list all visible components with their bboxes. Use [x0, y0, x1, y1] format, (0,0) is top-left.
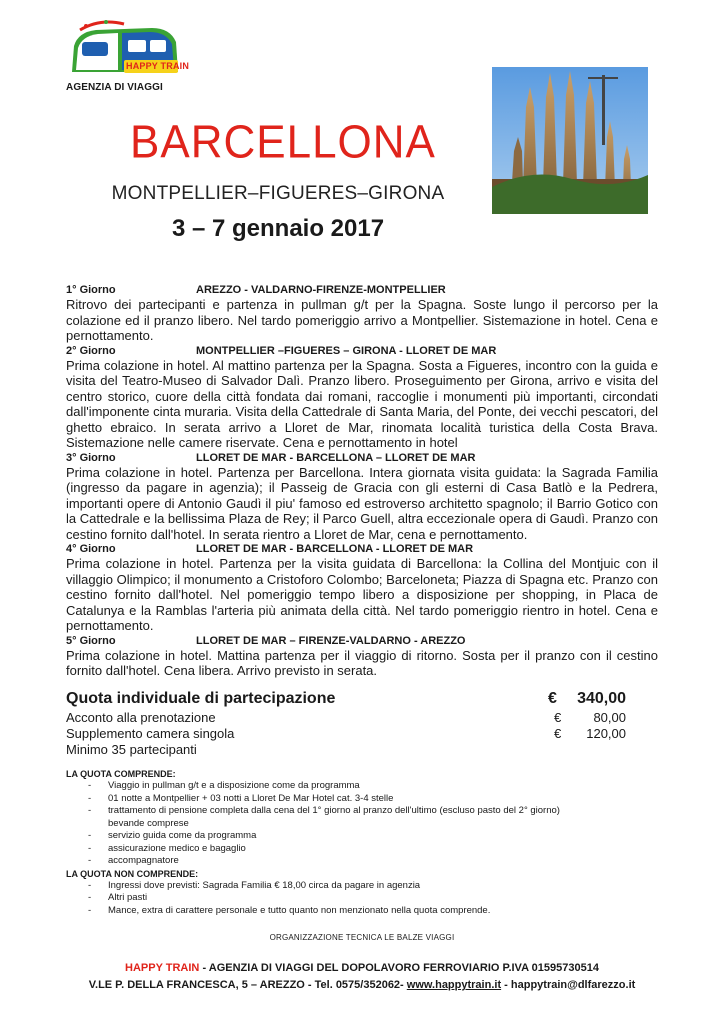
excludes-title: LA QUOTA NON COMPRENDE: — [66, 868, 199, 879]
agency-label: AGENZIA DI VIAGGI — [66, 82, 163, 93]
day-section — [66, 542, 658, 634]
price-amount: 340,00 — [577, 690, 626, 707]
price-row — [66, 726, 626, 742]
price-amount: 120,00 — [586, 726, 626, 741]
currency-symbol: € — [548, 690, 557, 707]
day-header — [66, 344, 658, 358]
list-item: - Ingressi dove previsti: Sagrada Familia € 18,00 circa da pagare in agenzia — [66, 880, 658, 893]
price-label: Supplemento camera singola — [66, 726, 235, 741]
list-item: - accompagnatore — [66, 855, 658, 868]
footer-email: - happytrain@dlfarezzo.it — [501, 979, 636, 991]
inclusions-section — [66, 768, 658, 917]
day-section — [66, 634, 658, 679]
sagrada-familia-photo — [492, 67, 648, 214]
currency-symbol: € — [554, 710, 562, 725]
day-description: Ritrovo dei partecipanti e partenza in pullman g/t per la Spagna. Soste lungo il percorso per la colazione ed il pranzo libero. Nel tardo pomeriggio arrivo a Montpellier. Sistemazione in hotel. Cena e pernottamento. — [66, 297, 658, 343]
day-description: Prima colazione in hotel. Partenza per Barcellona. Intera giornata visita guidata: la Sagrada Familia (ingresso da pagare in agenzia); il Passeig de Gracia con gli esterni di Casa Batlò e la Pedrera, importanti opere di Antonio Gaudì il piu' famoso ed estroverso architetto spagnolo; il Barrio Gotico con la Cattedrale e la bellissima Plaza de Rey; il Parco Guell, altra eccezionale opera di Gaudì. Pranzo con cestino fornito dall'hotel. In serata rientro a Lloret de Mar, cena e pernottamento. — [66, 464, 658, 542]
footer-address: V.LE P. DELLA FRANCESCA, 5 – AREZZO - Tel. 0575/352062- — [88, 979, 407, 991]
day-section — [66, 283, 658, 344]
day-route: LLORET DE MAR – FIRENZE-VALDARNO - AREZZO — [196, 634, 466, 647]
price-section — [66, 689, 626, 758]
day-route: MONTPELLIER –FIGUERES – GIRONA - LLORET DE MAR — [196, 344, 497, 357]
list-item: - Altri pasti — [66, 892, 658, 905]
includes-title: LA QUOTA COMPRENDE: — [66, 769, 176, 779]
day-route: LLORET DE MAR - BARCELLONA - LLORET DE MAR — [196, 543, 474, 555]
footer-line-1 — [0, 960, 724, 977]
footer — [0, 960, 724, 994]
day-route: LLORET DE MAR - BARCELLONA – LLORET DE MAR — [196, 451, 476, 464]
organization-note: ORGANIZZAZIONE TECNICA LE BALZE VIAGGI — [269, 933, 455, 942]
train-logo-icon — [66, 20, 182, 82]
cathedral-image — [492, 67, 648, 214]
day-number: 2° Giorno — [66, 344, 116, 357]
currency-symbol: € — [554, 726, 562, 741]
day-header — [66, 542, 658, 556]
price-value — [554, 726, 626, 742]
footer-company-info: - AGENZIA DI VIAGGI DEL DOPOLAVORO FERROVIARIO P.IVA 01595730514 — [199, 962, 599, 974]
day-section — [66, 451, 658, 543]
list-item: - servizio guida come da programma — [66, 830, 658, 843]
list-item: - trattamento di pensione completa dalla cena del 1° giorno al pranzo dell'ultimo (escluso pasto del 2° giorno) — [66, 805, 658, 818]
main-price-row — [66, 689, 626, 709]
day-number: 3° Giorno — [66, 451, 116, 464]
minimum-participants: Minimo 35 partecipanti — [66, 742, 197, 757]
footer-line-2 — [0, 977, 724, 994]
list-item: - Viaggio in pullman g/t e a disposizione come da programma — [66, 780, 658, 793]
price-label: Acconto alla prenotazione — [66, 710, 216, 725]
day-header — [66, 634, 658, 648]
excludes-list — [66, 880, 658, 918]
includes-list — [66, 780, 658, 818]
website-link[interactable]: www.happytrain.it — [406, 979, 502, 991]
day-route: AREZZO - VALDARNO-FIRENZE-MONTPELLIER — [196, 284, 446, 296]
day-number: 1° Giorno — [66, 284, 116, 296]
destination-title: BARCELLONA — [130, 116, 436, 169]
list-item: - 01 notte a Montpellier + 03 notti a Lloret De Mar Hotel cat. 3-4 stelle — [66, 793, 658, 806]
price-amount: 80,00 — [593, 710, 626, 725]
day-description: Prima colazione in hotel. Partenza per la visita guidata di Barcellona: la Collina del Montjuic con il villaggio Olimpico; il monumento a Cristoforo Colombo; Barceloneta; Piazza di Spagna etc. Pranzo con cestino fornito dall'hotel. Nel pomeriggio tempo libero a disposizione per shopping, in Placa de Catalunya e la Ramblas l'arteria più animata della città. Nel tardo pomeriggio rientro in hotel. Cena e pernottamento. — [66, 556, 658, 633]
route-subtitle: MONTPELLIER–FIGUERES–GIRONA — [111, 183, 445, 204]
trip-dates: 3 – 7 gennaio 2017 — [171, 215, 385, 242]
price-value — [554, 710, 626, 726]
day-number: 4° Giorno — [66, 543, 116, 555]
day-section — [66, 344, 658, 451]
itinerary — [66, 283, 658, 679]
day-header — [66, 451, 658, 465]
includes-list-cont — [66, 830, 658, 868]
price-row — [66, 710, 626, 726]
day-description: Prima colazione in hotel. Mattina partenza per il viaggio di ritorno. Sosta per il pranzo con il cestino fornito dall'hotel. Cena libera. Arrivo previsto in serata. — [66, 647, 658, 678]
logo-text: HAPPY TRAIN — [126, 61, 190, 71]
day-number: 5° Giorno — [66, 634, 116, 647]
main-price-value — [548, 689, 626, 709]
list-item: - assicurazione medico e bagaglio — [66, 843, 658, 856]
day-description: Prima colazione in hotel. Al mattino partenza per la Spagna. Sosta a Figueres, incontro con la guida e visita del Teatro-Museo di Salvador Dalì. Pranzo libero. Proseguimento per Girona, arrivo e visita del centro storico, cuore della città fondata dai romani, raccoglie i monumenti più importanti, circondati dall'imponente cinta muraria. Visita della Cattedrale di Santa Maria, del Ponte, dei vecchi pescatori, del ghetto ebraico. In serata arrivo a Lloret de Mar, rinomata località turistica della Costa Brava. Sistemazione nelle camere riservate. Cena e pernottamento in hotel — [66, 357, 658, 450]
day-header — [66, 283, 658, 297]
list-item: - Mance, extra di carattere personale e tutto quanto non menzionato nella quota comprende. — [66, 905, 658, 918]
list-item-continuation: bevande comprese — [108, 817, 189, 829]
footer-brand: HAPPY TRAIN — [125, 962, 200, 974]
main-price-label: Quota individuale di partecipazione — [66, 690, 336, 707]
